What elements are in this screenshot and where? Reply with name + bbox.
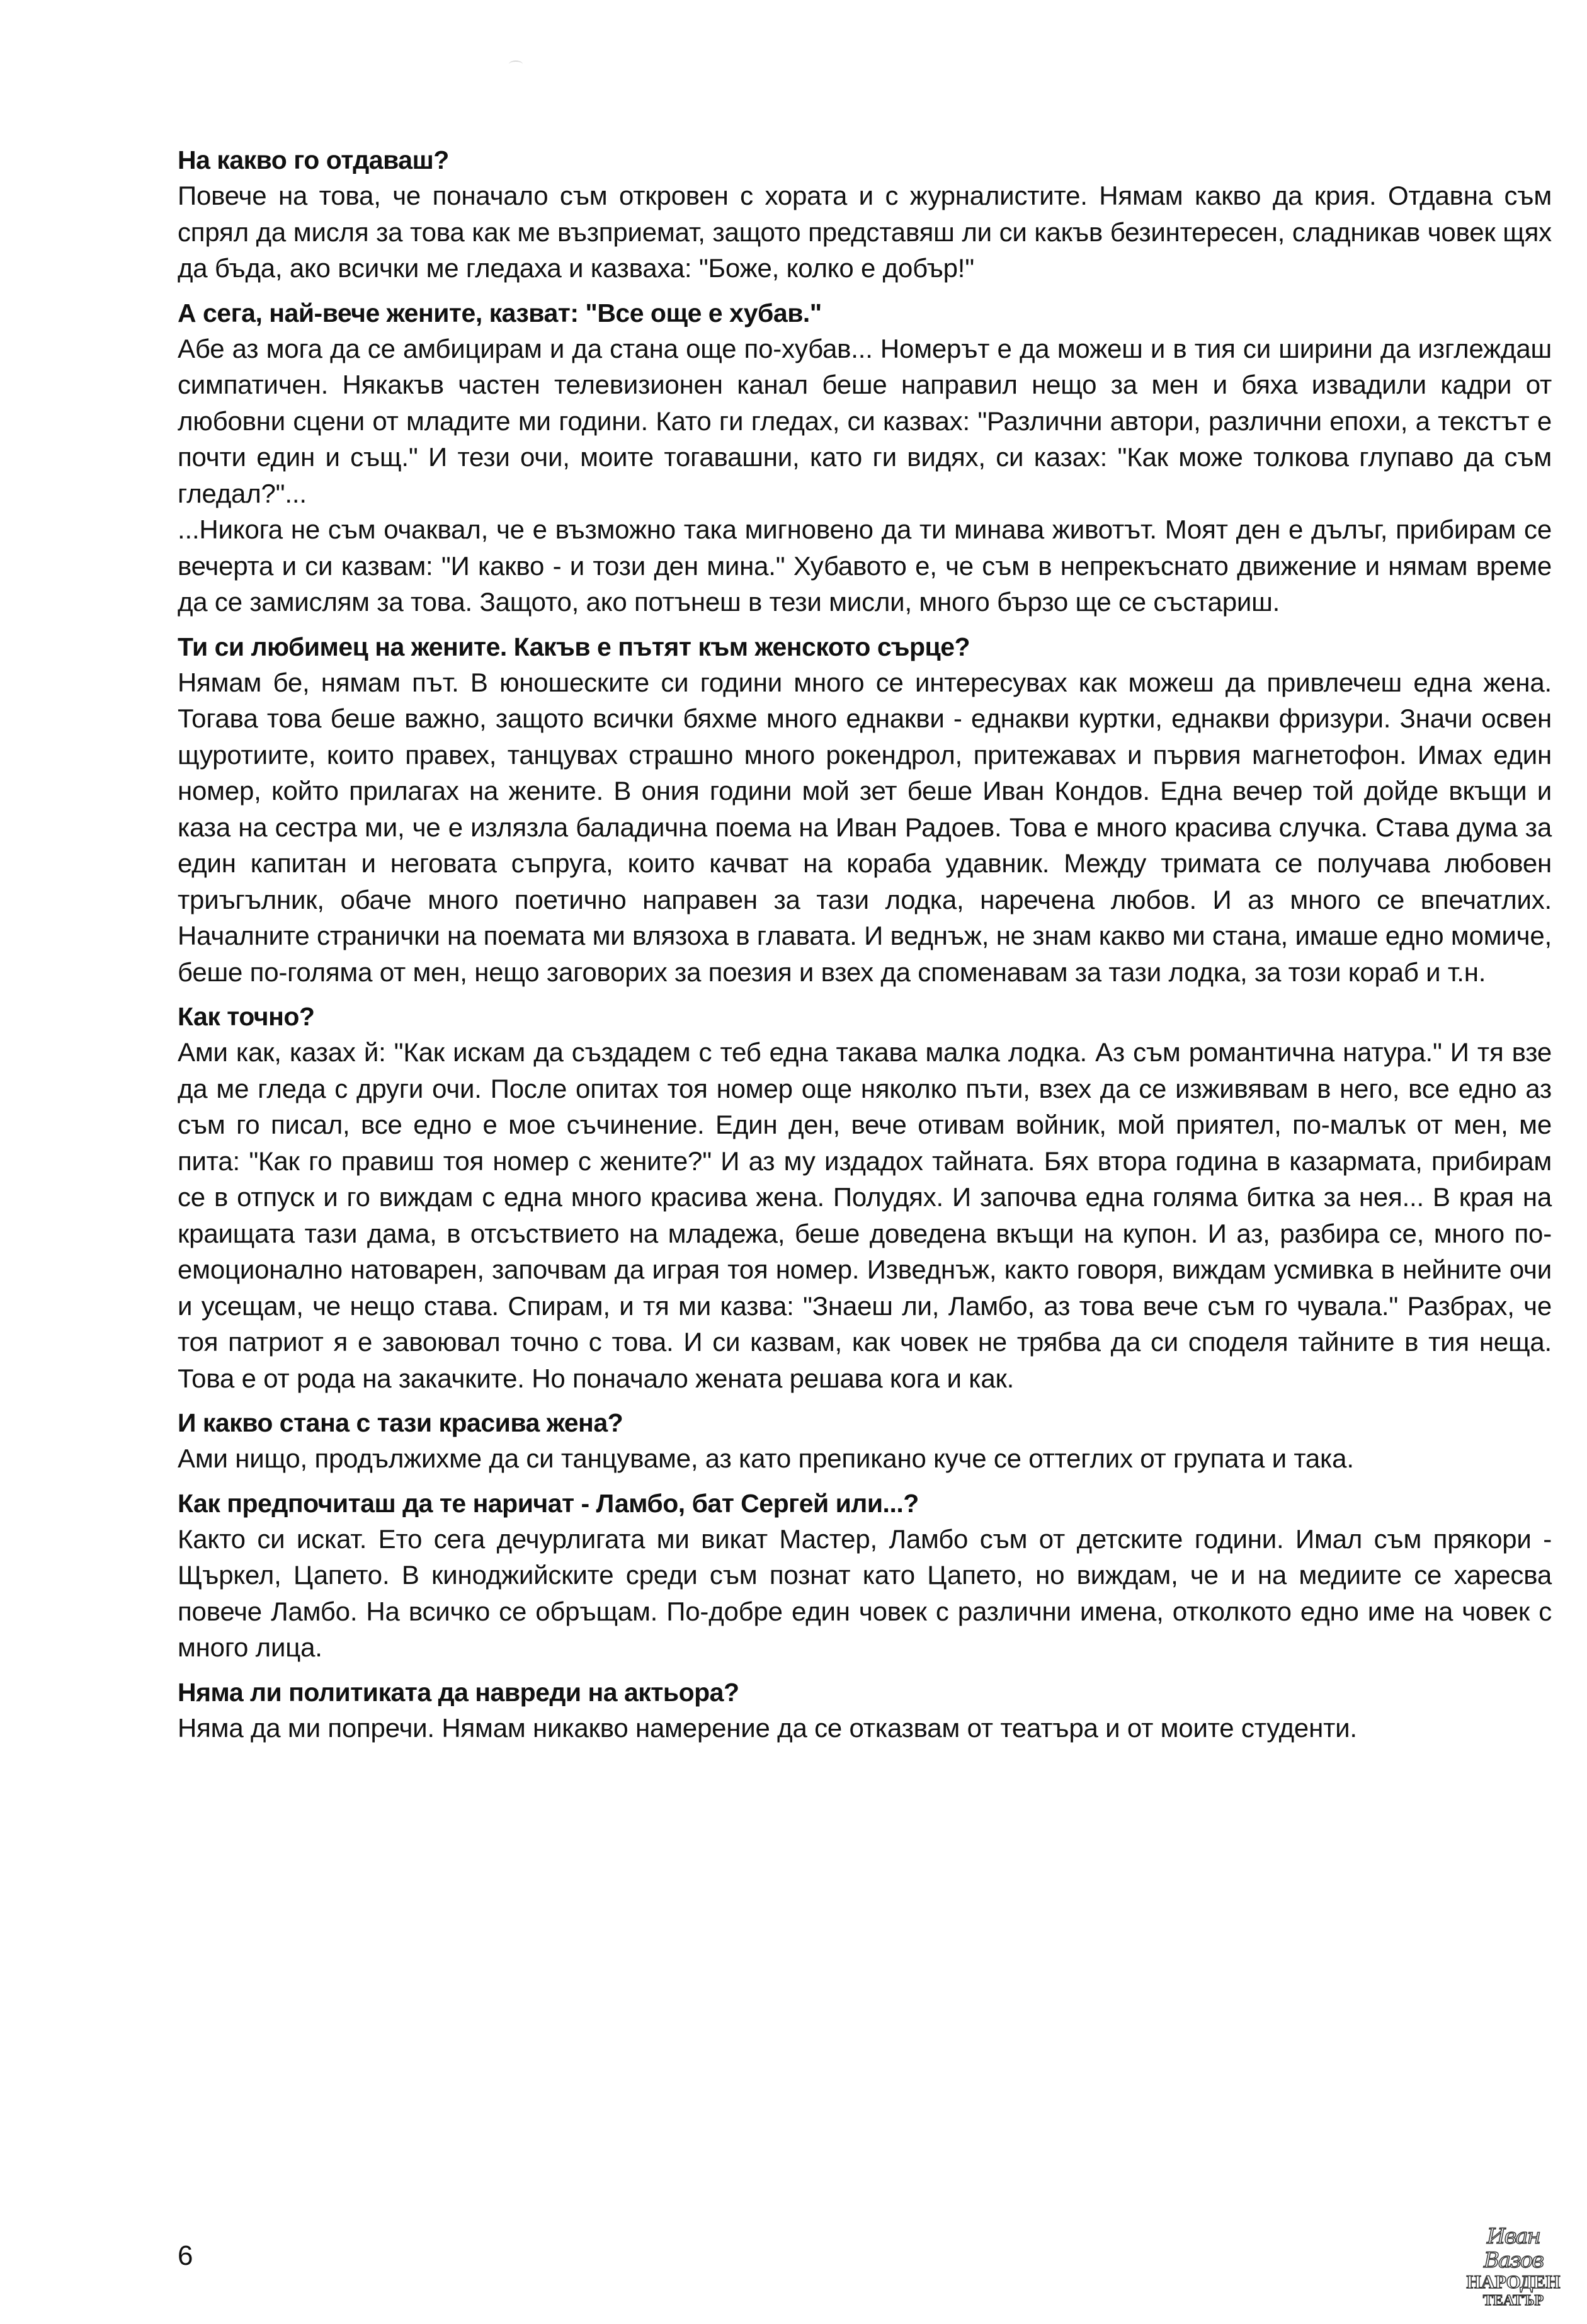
- logo-line-2: ТЕАТЪР: [1482, 2293, 1544, 2309]
- answer-paragraph: Нямам бе, нямам път. В юношеските си години много се интересувах как можеш да привлечеш една жена. Тогава това беше важно, защото всички бяхме много еднакви - еднакви куртки, еднакви фризури. Значи освен щуротиите, които правех, танцувах страшно много рокендрол, притежавах и първия магнетофон. Имах един номер, който прилагах на жените. В ония години мой зет беше Иван Кондов. Една вечер той дойде вкъщи и каза на сестра ми, че е излязла баладична поема на Иван Радоев. Това е много красива случка. Става дума за един капитан и неговата съпруга, които качват на кораба удавник. Между тримата се получава любовен триъгълник, обаче много поетично направен за тази лодка, наречена любов. И аз много се впечатлих. Началните странички на поемата ми влязоха в главата. И веднъж, не знам какво ми стана, имаше едно момиче, беше по-голяма от мен, нещо заговорих за поезия и взех да споменавам за тази лодка, за този кораб и т.н.: [178, 667, 1552, 987]
- question-heading: Как точно?: [178, 1002, 315, 1031]
- answer-paragraph: Ами как, казах й: "Как искам да създадем с теб една такава малка лодка. Аз съм романтична натура." И тя взе да ме гледа с други очи. После опитах тоя номер още няколко пъти, взех да се изживявам в него, все едно аз съм го писал, все едно е мое съчинение. Един ден, вече отивам войник, мой приятел, по-малък от мен, ме пита: "Как го правиш тоя номер с жените?" И аз му издадох тайната. Бях втора година в казармата, прибирам се в отпуск и го виждам с една много красива жена. Полудях. И започва една голяма битка за нея... В края на краищата тази дама, в отсъствието на младежа, беше доведена вкъщи на купон. И аз, разбира се, много по-емоционално натоварен, започвам да играя тоя номер. Изведнъж, както говоря, виждам усмивка в нейните очи и усещам, че нещо става. Спирам, и тя ми казва: "Знаеш ли, Ламбо, аз това вече съм го чувала." Разбрах, че тоя патриот я е завоювал точно с това. И си казвам, как човек не трябва да си споделя тайните в тия неща. Това е от рода на закачките. Но поначало жената решава кога и как.: [178, 1037, 1552, 1393]
- answer-paragraph: Абе аз мога да се амбицирам и да стана още по-хубав... Номерът е да можеш и в тия си ширини да изглеждаш симпатичен. Някакъв частен телевизионен канал беше направил нещо за мен и бяха извадили кадри от любовни сцени от младите ми години. Като ги гледах, си казвах: "Различни автори, различни епохи, а текстът е почти един и същ." И тези очи, моите тогавашни, като ги видях, си казах: "Как може толкова глупаво да съм гледал?"...: [178, 333, 1552, 508]
- question-heading: Как предпочиташ да те наричат - Ламбо, бат Сергей или...?: [178, 1488, 919, 1518]
- qa-block: [178, 1405, 1552, 1477]
- scan-speck: [509, 60, 523, 68]
- logo-line-1: НАРОДЕН: [1466, 2272, 1561, 2293]
- logo-script-signature: Иван Вазов: [1483, 2224, 1544, 2273]
- qa-block: [178, 1675, 1552, 1746]
- qa-block: [178, 295, 1552, 620]
- question-heading: Няма ли политиката да навреди на актьора?: [178, 1677, 739, 1707]
- answer-paragraph-continued: ...Никога не съм очаквал, че е възможно така мигновено да ти минава животът. Моят ден е дълъг, прибирам се вечерта и си казвам: "И какво - и този ден мина." Хубавото е, че съм в непрекъснато движение и нямам време да се замислям за това. Защото, ако потънеш в тези мисли, много бързо ще се състариш.: [178, 515, 1552, 617]
- answer-paragraph: Ами нищо, продължихме да си танцуваме, аз като препикано куче се оттеглих от групата и така.: [178, 1444, 1354, 1473]
- qa-block: [178, 1486, 1552, 1666]
- interview-body: [178, 142, 1552, 1755]
- page-number: 6: [178, 2240, 193, 2271]
- answer-paragraph: Няма да ми попречи. Нямам никакво намерение да се отказвам от театъра и от моите студенти.: [178, 1712, 1357, 1743]
- question-heading: На какво го отдаваш?: [178, 145, 449, 174]
- national-theatre-logo: [1460, 2224, 1567, 2309]
- qa-block: [178, 999, 1552, 1396]
- question-heading: И какво стана с тази красива жена?: [178, 1408, 623, 1437]
- qa-block: [178, 629, 1552, 991]
- question-heading: Ти си любимец на жените. Какъв е пътят към женското сърце?: [178, 632, 970, 661]
- question-heading: А сега, най-вече жените, казват: "Все още е хубав.": [178, 298, 822, 328]
- answer-paragraph: Повече на това, че поначало съм откровен с хората и с журналистите. Нямам какво да крия. Отдавна съм спрял да мисля за това как ме възприемат, защото представяш ли си какъв безинтересен, сладникав човек щях да бъда, ако всички ме гледаха и казваха: "Боже, колко е добър!": [178, 181, 1552, 283]
- qa-block: [178, 142, 1552, 287]
- answer-paragraph: Както си искат. Ето сега дечурлигата ми викат Мастер, Ламбо съм от детските години. Имал съм прякори - Щъркел, Цапето. В киноджийските среди съм познат като Цапето, но виждам, че и на медиите се харесва повече Ламбо. На всичко се обръщам. По-добре един човек с различни имена, отколкото едно име на човек с много лица.: [178, 1524, 1552, 1662]
